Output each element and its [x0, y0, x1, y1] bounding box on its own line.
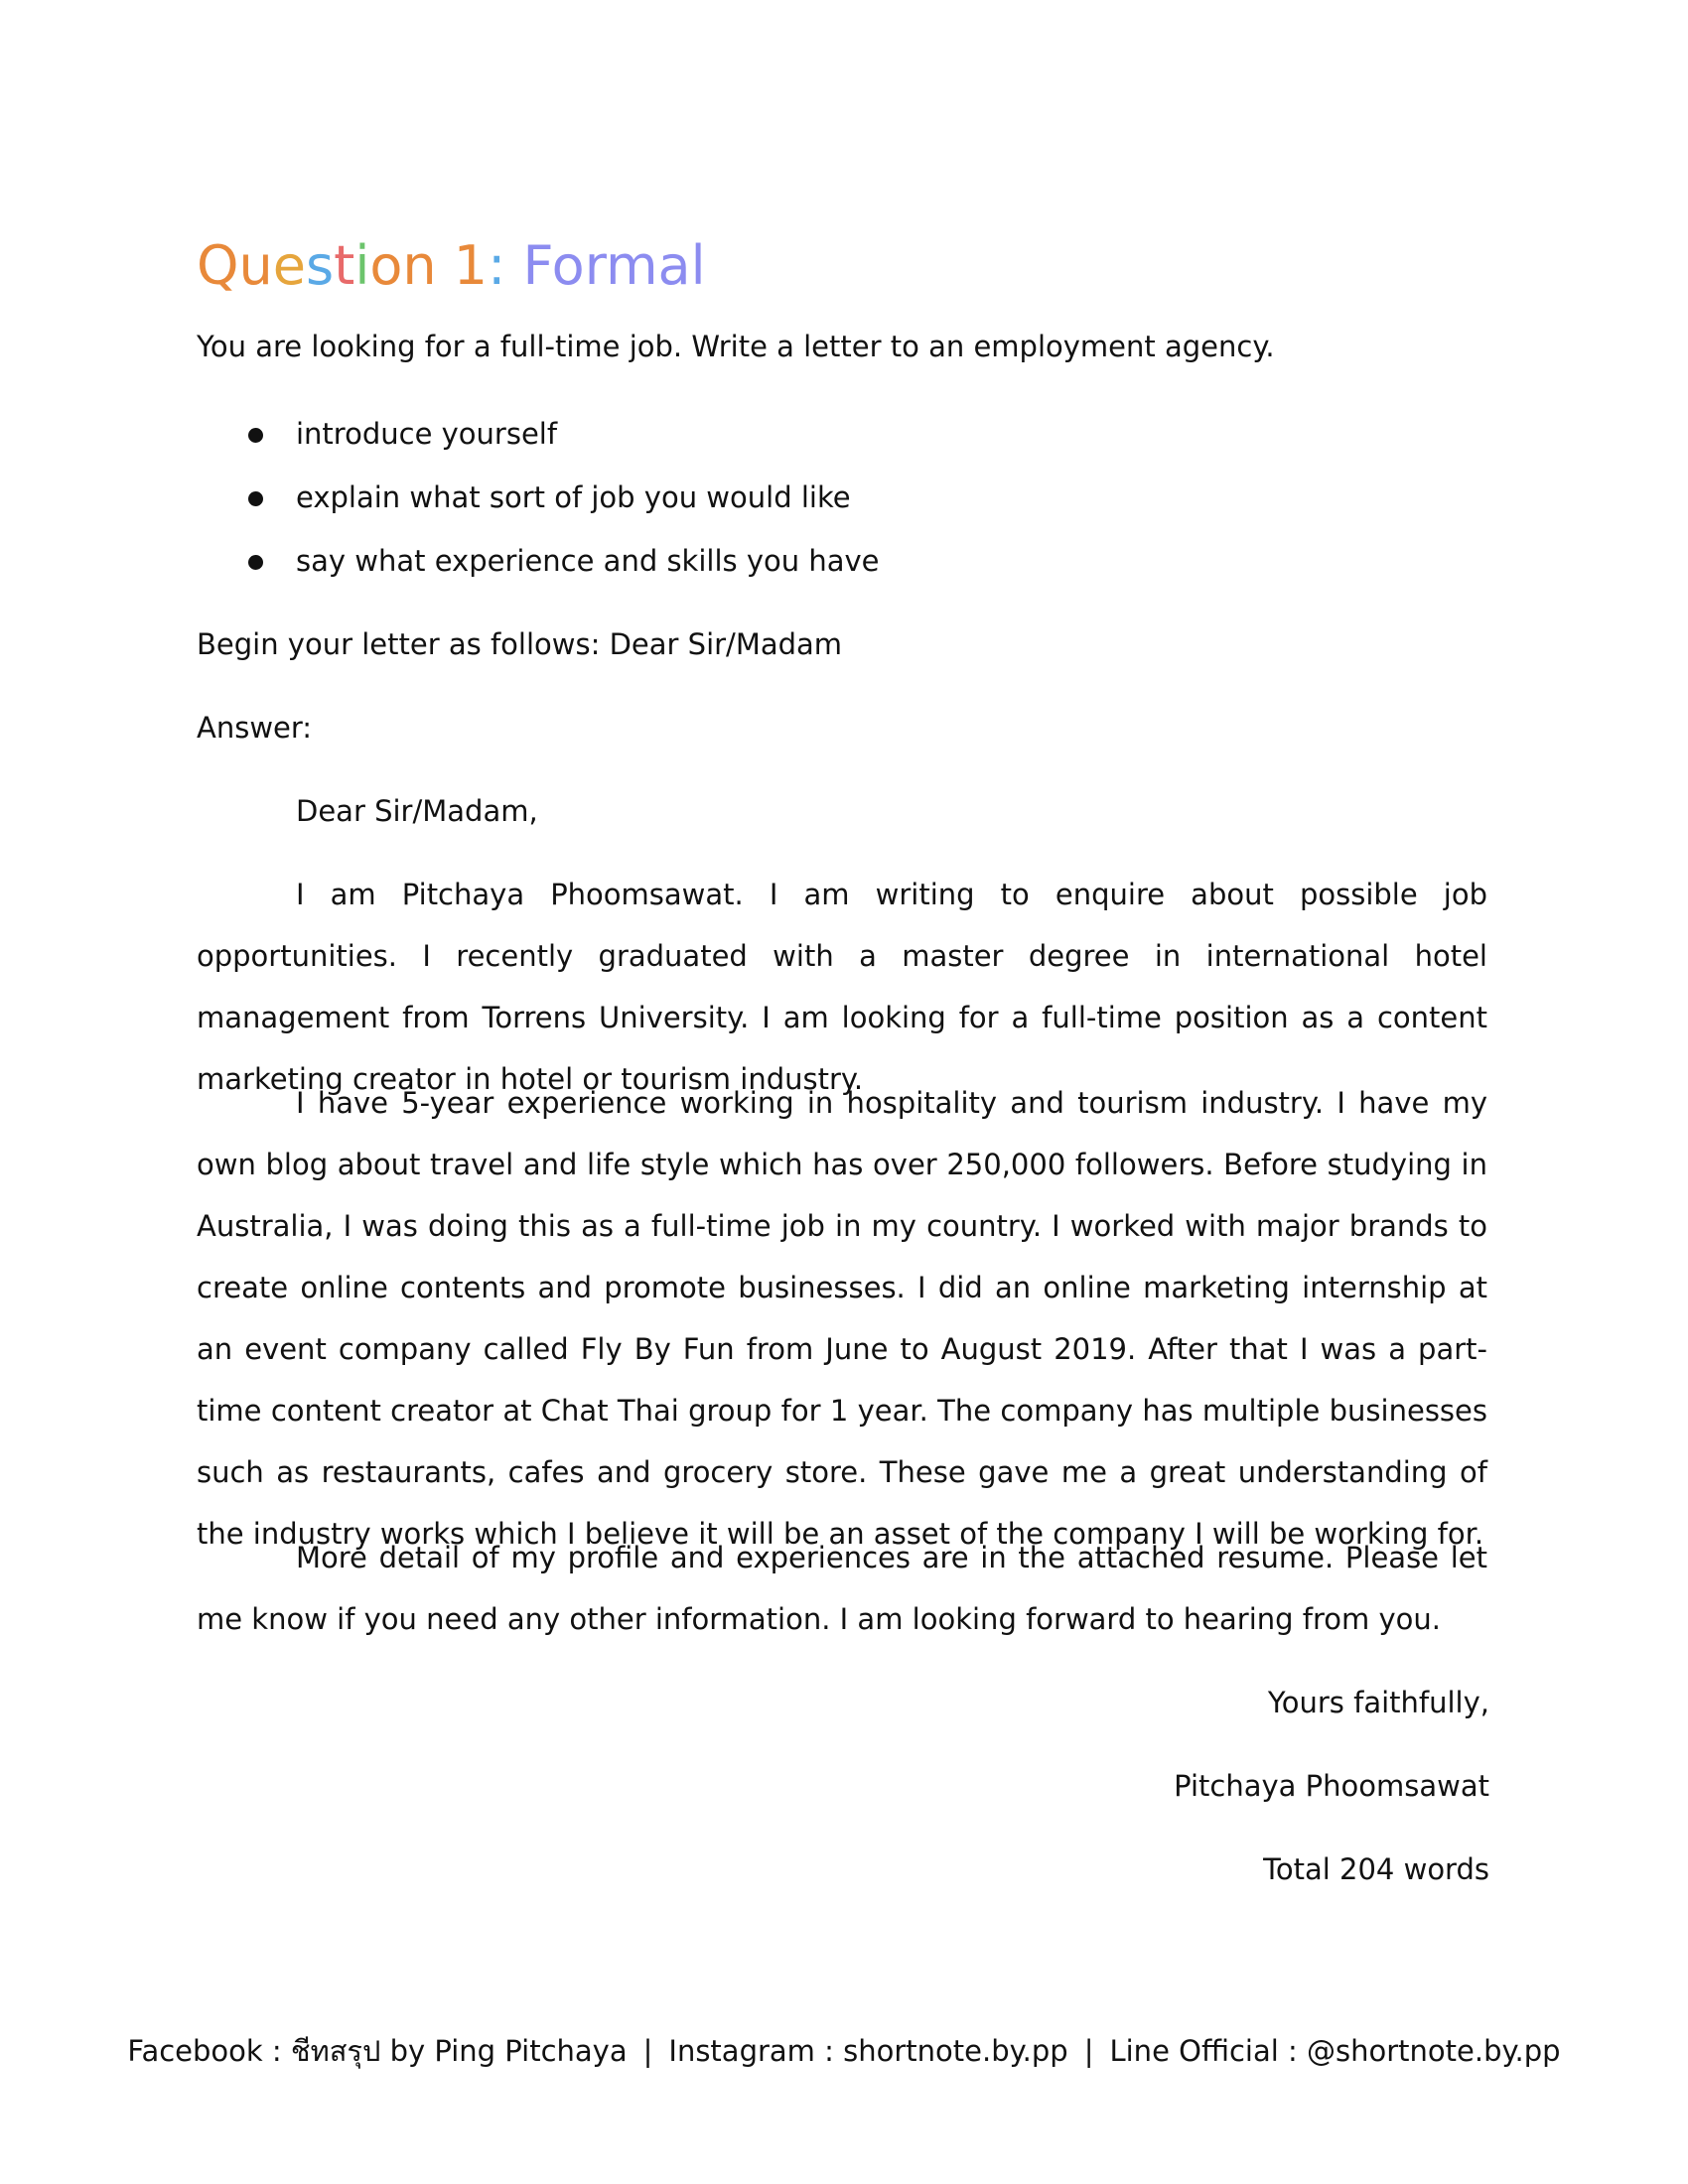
footer-line-official: Line Official : @shortnote.by.pp — [1109, 2034, 1561, 2068]
title-segment: s — [305, 234, 335, 298]
title-segment: e — [272, 234, 306, 298]
bullet-icon — [248, 428, 263, 443]
begin-instruction: Begin your letter as follows: Dear Sir/Madam — [197, 627, 843, 661]
title-segment — [437, 234, 454, 297]
question-prompt: You are looking for a full-time job. Write a letter to an employment agency. — [197, 330, 1275, 363]
footer-separator: | — [1083, 2034, 1094, 2068]
letter-paragraph-1: I am Pitchaya Phoomsawat. I am writing to enquire about possible job opportunities. I recently graduated with a master degree in international hotel management from Torrens University. I am looking for a full-time position as a content marketing creator in hotel or tourism industry. — [197, 878, 1487, 1096]
footer-facebook: Facebook : ชีทสรุป by Ping Pitchaya — [127, 2034, 628, 2068]
title-segment: Formal — [522, 234, 706, 298]
bullet-icon — [248, 555, 263, 570]
word-count: Total 204 words — [1263, 1852, 1489, 1886]
title-segment: : — [488, 234, 506, 298]
page-title — [197, 234, 706, 298]
title-segment: t — [334, 234, 355, 298]
letter-salutation: Dear Sir/Madam, — [296, 794, 538, 828]
list-item: say what experience and skills you have — [246, 529, 880, 593]
letter-closing: Yours faithfully, — [1267, 1686, 1489, 1719]
title-segment: 1 — [453, 234, 489, 298]
letter-signature: Pitchaya Phoomsawat — [1174, 1769, 1489, 1803]
title-segment — [505, 234, 522, 297]
letter-paragraph-2: I have 5-year experience working in hospitality and tourism industry. I have my own blog about travel and life style which has over 250,000 followers. Before studying in Australia, I was doing this as a full-time job in my country. I worked with major brands to create online contents and promote businesses. I did an online marketing internship at an event company called Fly By Fun from June to August 2019. After that I was a part-time content creator at Chat Thai group for 1 year. The company has multiple businesses such as restaurants, cafes and grocery store. These gave me a great understanding of the industry works which I believe it will be an asset of the company I will be working for. — [197, 1086, 1487, 1551]
footer-separator: | — [642, 2034, 653, 2068]
list-item: introduce yourself — [246, 402, 880, 466]
task-bullet-list — [246, 402, 880, 593]
answer-label: Answer: — [197, 711, 313, 745]
list-item: explain what sort of job you would like — [246, 466, 880, 529]
footer-instagram: Instagram : shortnote.by.pp — [668, 2034, 1068, 2068]
title-segment: u — [238, 234, 273, 298]
bullet-icon — [248, 491, 263, 506]
footer-social-links — [0, 2031, 1688, 2071]
title-segment: o — [369, 234, 403, 298]
letter-paragraph-3: More detail of my profile and experiences are in the attached resume. Please let me know if you need any other information. I am looking forward to hearing from you. — [197, 1541, 1487, 1636]
title-segment: Q — [197, 234, 239, 298]
title-segment: i — [354, 234, 370, 298]
title-segment: n — [402, 234, 437, 298]
